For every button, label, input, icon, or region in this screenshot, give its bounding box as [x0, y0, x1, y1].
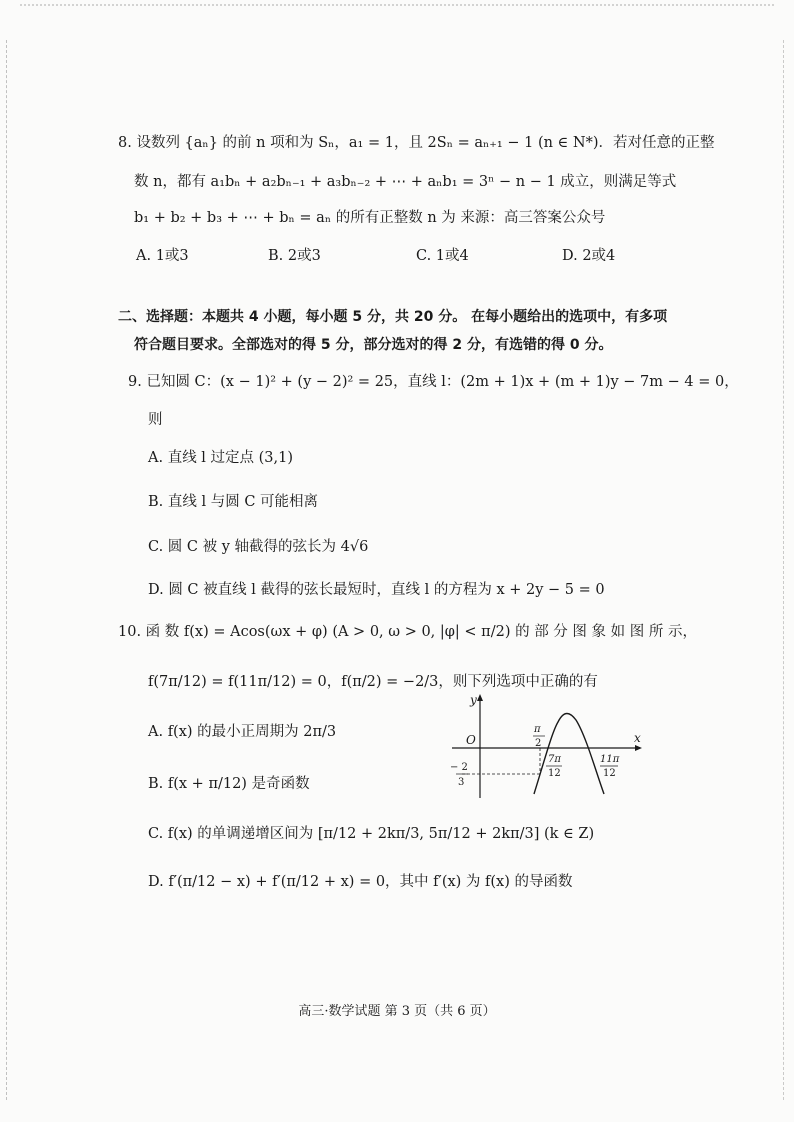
- q10-option-c: C. f(x) 的单调递增区间为 [π/12 + 2kπ/3, 5π/12 + 2kπ/3] (k ∈ Z): [148, 826, 595, 842]
- q8-line-3: b₁ + b₂ + b₃ + ⋯ + bₙ = aₙ 的所有正整数 n 为 来源：高三答案公众号: [134, 210, 606, 226]
- graph-tick-neg23-den: 3: [458, 777, 465, 788]
- scan-edge-left: [6, 40, 9, 1100]
- graph-tick-pi2-num: π: [534, 724, 541, 735]
- q9-option-b: B. 直线 l 与圆 C 可能相离: [148, 494, 319, 510]
- q9-line-2: 则: [148, 412, 163, 428]
- q8-option-d: D. 2或4: [562, 248, 616, 264]
- q8-option-b: B. 2或3: [268, 248, 321, 264]
- scan-edge-right: [783, 40, 786, 1100]
- page-footer: 高三·数学试题 第 3 页（共 6 页）: [298, 1004, 496, 1019]
- q8-option-a: A. 1或3: [136, 248, 189, 264]
- q10-option-a: A. f(x) 的最小正周期为 2π/3: [148, 724, 337, 740]
- q10-option-b: B. f(x + π/12) 是奇函数: [148, 776, 310, 792]
- scan-edge-top: [20, 4, 774, 16]
- q8-option-c: C. 1或4: [416, 248, 469, 264]
- graph-x-arrow: [635, 745, 642, 751]
- q10-option-d: D. f′(π/12 − x) + f′(π/12 + x) = 0，其中 f′(x) 为 f(x) 的导函数: [148, 874, 573, 890]
- graph-y-label: y: [470, 693, 477, 707]
- q9-line-1: 9. 已知圆 C：(x − 1)² + (y − 2)² = 25，直线 l：(2m + 1)x + (m + 1)y − 7m − 4 = 0，: [128, 374, 739, 390]
- section-2-heading-line-2: 符合题目要求。全部选对的得 5 分，部分选对的得 2 分，有选错的得 0 分。: [134, 337, 613, 353]
- graph-tick-11pi12-den: 12: [603, 768, 616, 779]
- graph-tick-11pi12-num: 11π: [600, 754, 620, 765]
- graph-tick-7pi12-den: 12: [548, 768, 561, 779]
- graph-x-label: x: [634, 731, 641, 745]
- graph-tick-neg23-num: − 2: [450, 762, 468, 773]
- graph-tick-7pi12-num: 7π: [548, 754, 561, 765]
- q8-line-1: 8. 设数列 {aₙ} 的前 n 项和为 Sₙ，a₁ = 1，且 2Sₙ = aₙ₊₁ − 1 (n ∈ N*)．若对任意的正整: [118, 135, 715, 151]
- q9-option-d: D. 圆 C 被直线 l 截得的弦长最短时，直线 l 的方程为 x + 2y − 5 = 0: [148, 582, 605, 598]
- q10-line-2: f(7π/12) = f(11π/12) = 0，f(π/2) = −2/3，则下列选项中正确的有: [148, 674, 598, 690]
- cosine-graph: [448, 692, 648, 802]
- q9-option-c: C. 圆 C 被 y 轴截得的弦长为 4√6: [148, 539, 369, 555]
- graph-origin-label: O: [466, 733, 476, 747]
- q8-line-2: 数 n，都有 a₁bₙ + a₂bₙ₋₁ + a₃bₙ₋₂ + ⋯ + aₙb₁ = 3ⁿ − n − 1 成立，则满足等式: [134, 174, 677, 190]
- q9-option-a: A. 直线 l 过定点 (3,1): [148, 450, 294, 466]
- q10-line-1: 10. 函 数 f(x) = Acos(ωx + φ) (A > 0, ω > 0, |φ| < π/2) 的 部 分 图 象 如 图 所 示，: [118, 624, 697, 640]
- section-2-heading-line-1: 二、选择题：本题共 4 小题，每小题 5 分，共 20 分。 在每小题给出的选项中，有多项: [118, 309, 668, 325]
- graph-curve: [534, 714, 604, 795]
- graph-y-arrow: [477, 694, 483, 701]
- graph-tick-pi2-den: 2: [535, 738, 542, 749]
